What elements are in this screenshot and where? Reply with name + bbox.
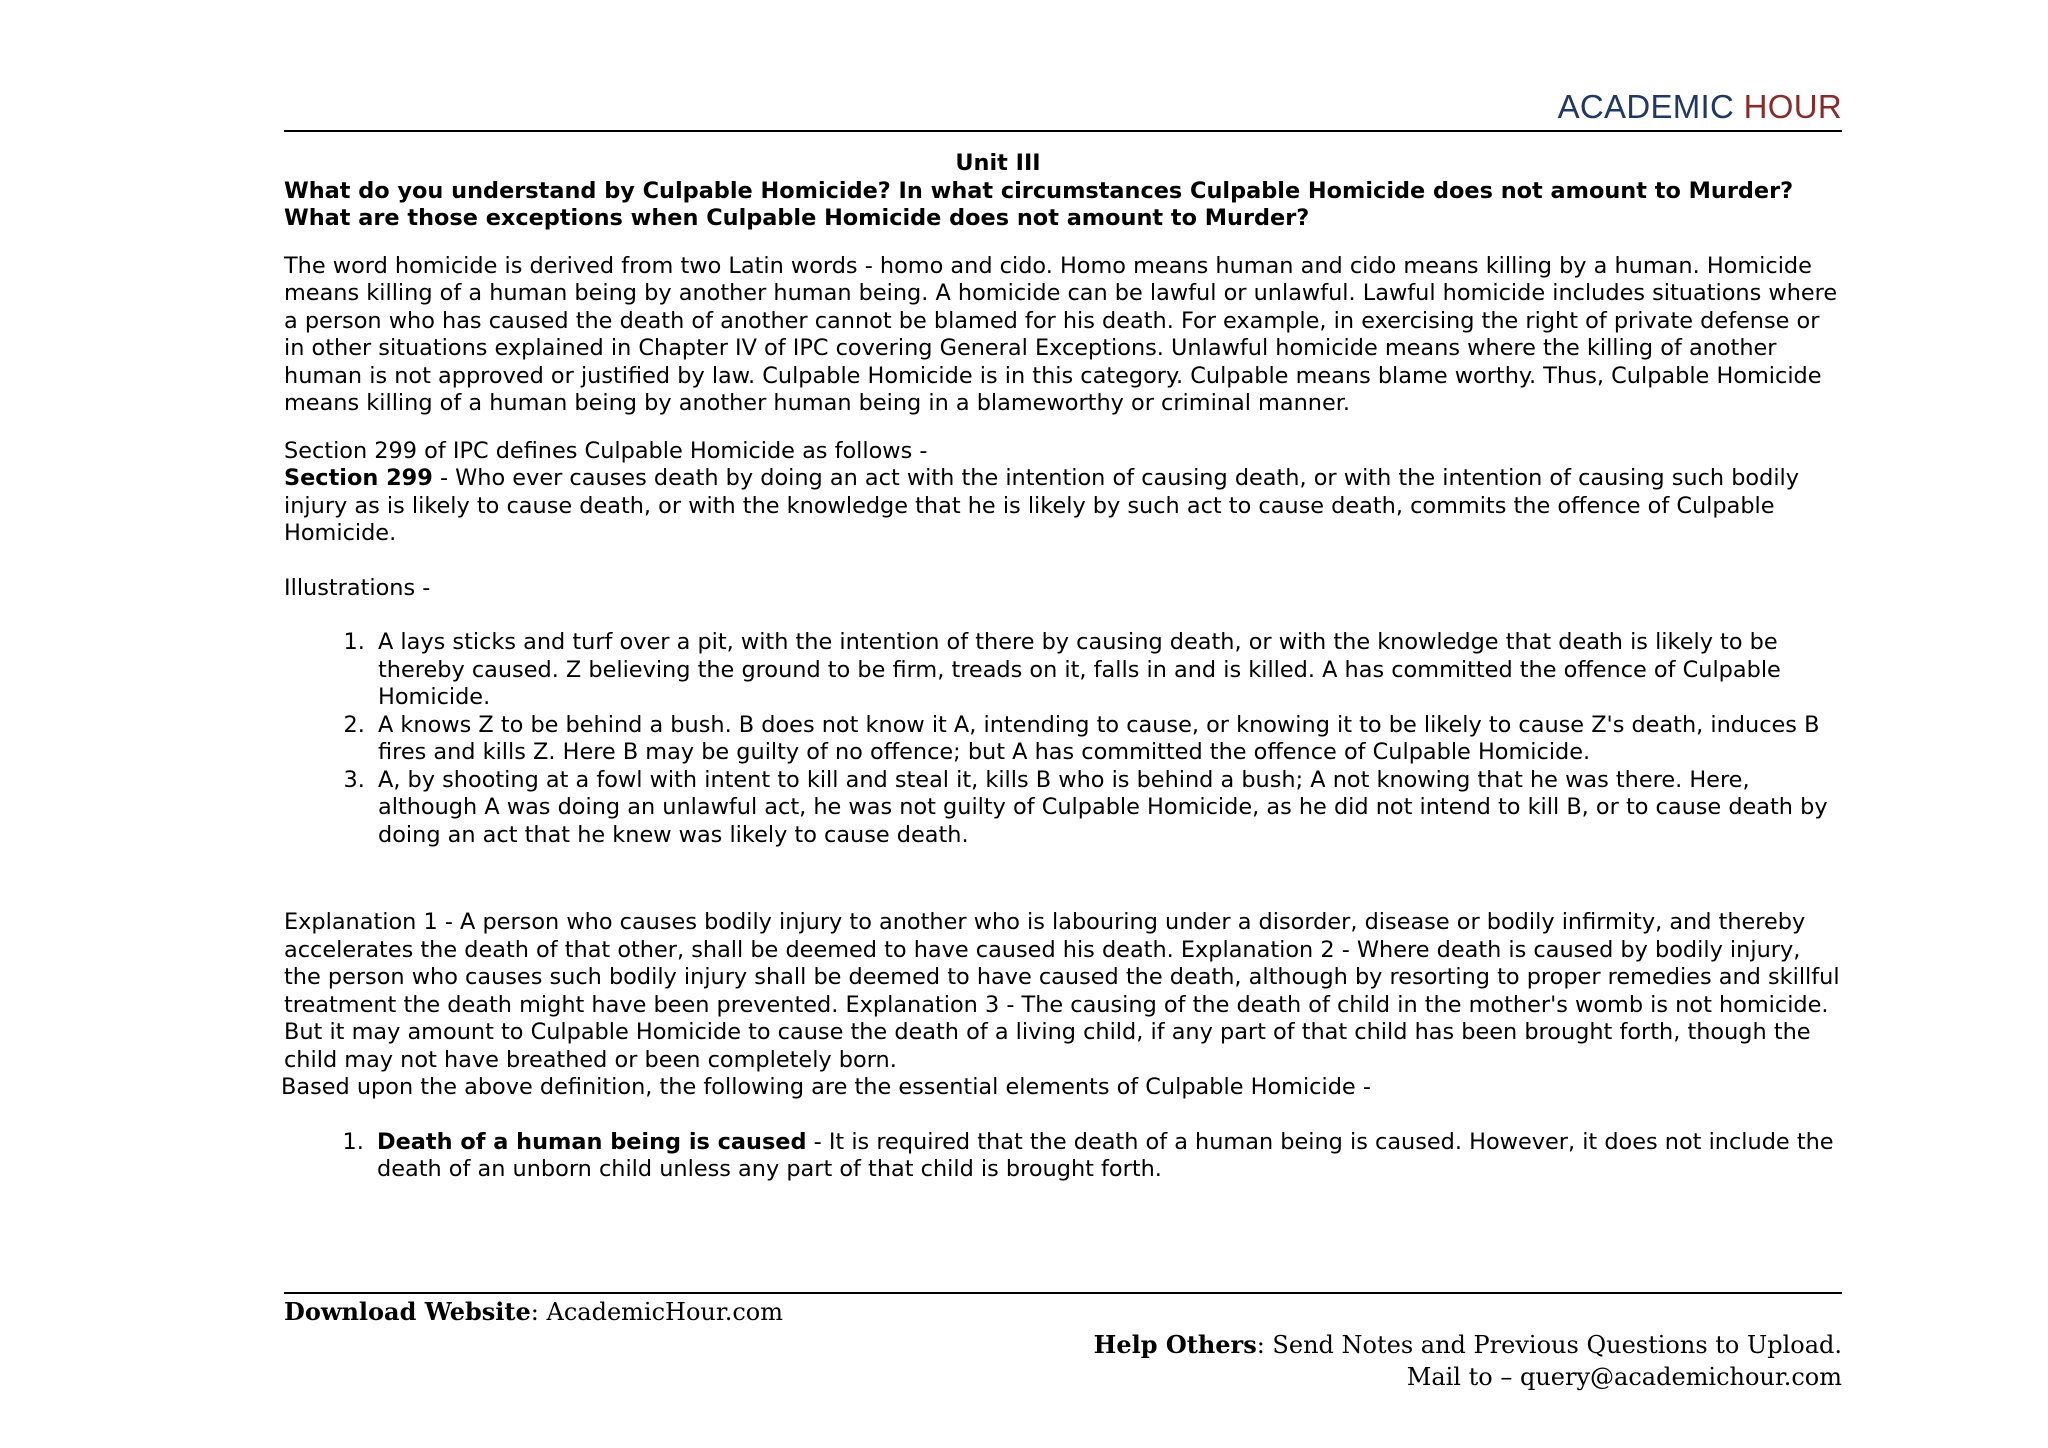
based-upon-text: Based upon the above definition, the following are the essential elements of Culpable Homicide -	[281, 1074, 1371, 1100]
footer-download	[284, 1297, 783, 1326]
brand-word-hour: HOUR	[1743, 88, 1842, 125]
explanations-paragraph: Explanation 1 - A person who causes bodily injury to another who is labouring under a disorder, disease or bodily infirmity, and thereby accelerates the death of that other, shall be deemed to have caused his death. Explanation 2 - Where death is caused by bodily injury, the person who causes such bodily injury shall be deemed to have caused the death, although by resorting to proper remedies and skillful treatment the death might have been prevented. Explanation 3 - The causing of the death of child in the mother's womb is not homicide. But it may amount to Culpable Homicide to cause the death of a living child, if any part of that child has been brought forth, though the child may not have breathed or been completely born.	[284, 909, 1840, 1073]
section-text: - Who ever causes death by doing an act with the intention of causing death, or with the intention of causing such bodily injury as is likely to cause death, or with the knowledge that he is likely by such act to cause death, commits the offence of Culpable Homicide.	[284, 465, 1800, 546]
list-item: 2. A knows Z to be behind a bush. B does not know it A, intending to cause, or knowing it to be likely to cause Z's death, induces B fires and kills Z. Here B may be guilty of no offence; but A has committed the offence of Culpable Homicide.	[372, 712, 1842, 767]
brand-logo	[1558, 88, 1842, 126]
list-item: 1. A lays sticks and turf over a pit, with the intention of there by causing death, or with the knowledge that death is likely to be thereby caused. Z believing the ground to be firm, treads on it, falls in and is killed. A has committed the offence of Culpable Homicide.	[372, 629, 1842, 712]
illustrations-label: Illustrations -	[284, 574, 431, 601]
help-text: : Send Notes and Previous Questions to Upload.	[1256, 1331, 1842, 1359]
footer-mail: Mail to – query@academichour.com	[1406, 1363, 1842, 1391]
list-item	[371, 1129, 1842, 1184]
document-body	[281, 150, 1842, 1184]
question-heading: What do you understand by Culpable Homicide? In what circumstances Culpable Homicide does not amount to Murder? What are those exceptions when Culpable Homicide does not amount to Murder?	[284, 177, 1794, 231]
footer-help	[1094, 1330, 1842, 1359]
brand-word-academic: ACADEMIC	[1557, 88, 1735, 125]
download-label: Download Website	[284, 1297, 531, 1326]
section-299-paragraph	[284, 465, 1842, 548]
element-title: Death of a human being is caused	[377, 1128, 807, 1155]
elements-list	[284, 1129, 1842, 1184]
illustrations-list	[284, 629, 1842, 849]
footer-divider	[284, 1292, 1842, 1294]
intro-paragraph: The word homicide is derived from two Latin words - homo and cido. Homo means human and cido means killing by a human. Homicide means killing of a human being by another human being. A homicide can be lawful or unlawful. Lawful homicide includes situations where a person who has caused the death of another cannot be blamed for his death. For example, in exercising the right of private defense or in other situations explained in Chapter IV of IPC covering General Exceptions. Unlawful homicide means where the killing of another human is not approved or justified by law. Culpable Homicide is in this category. Culpable means blame worthy. Thus, Culpable Homicide means killing of a human being by another human being in a blameworthy or criminal manner.	[284, 252, 1838, 416]
download-website: : AcademicHour.com	[530, 1298, 783, 1326]
element-text: - It is required that the death of a human being is caused. However, it does not include the death of an unborn child unless any part of that child is brought forth.	[377, 1128, 1834, 1182]
unit-heading: Unit III	[955, 150, 1041, 176]
section-label: Section 299	[284, 465, 433, 491]
help-label: Help Others	[1093, 1330, 1257, 1359]
list-item: 3. A, by shooting at a fowl with intent to kill and steal it, kills B who is behind a bush; A not knowing that he was there. Here, although A was doing an unlawful act, he was not guilty of Culpable Homicide, as he did not intend to kill B, or to cause death by doing an act that he knew was likely to cause death.	[372, 767, 1842, 850]
header-divider	[284, 130, 1842, 132]
section-intro: Section 299 of IPC defines Culpable Homicide as follows -	[284, 437, 928, 464]
